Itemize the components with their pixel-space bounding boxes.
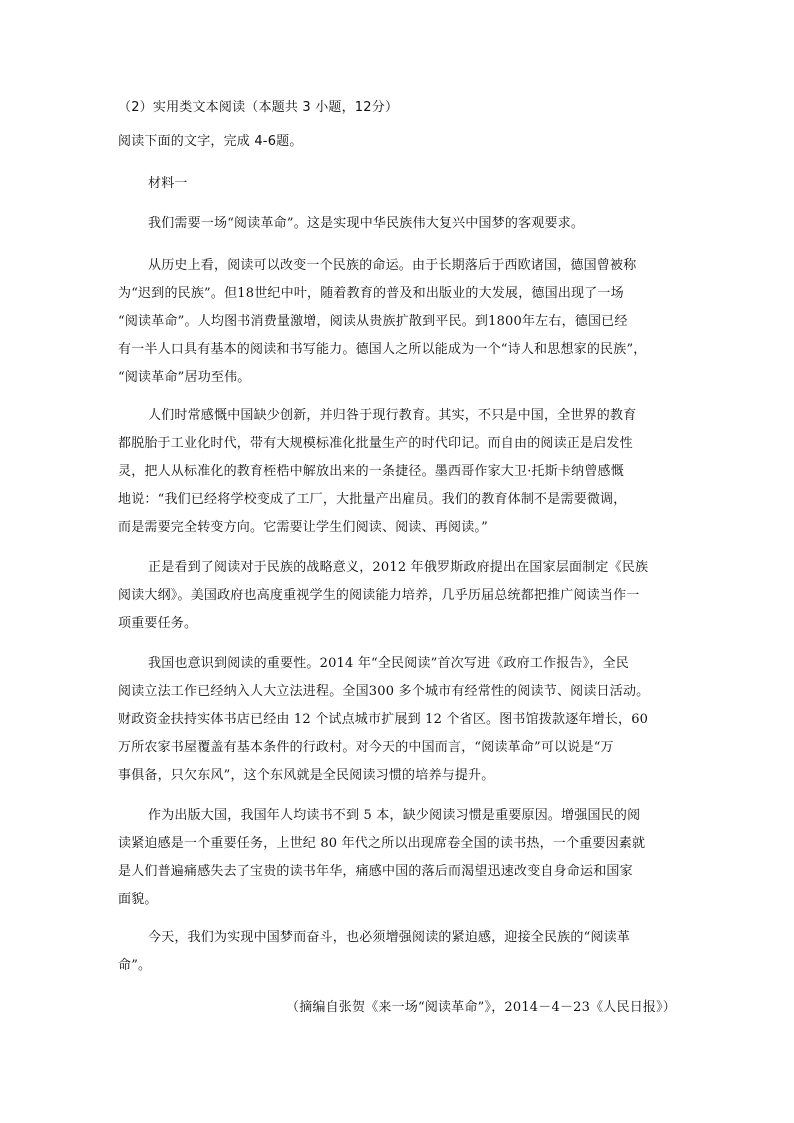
- paragraph-1-line-1: 我们需要一场“阅读革命”。这是实现中华民族伟大复兴中国梦的客观要求。: [148, 216, 585, 231]
- instruction-text: 阅读下面的文字，完成 4-6题。: [118, 134, 303, 149]
- paragraph-3-line-3: 灵，把人从标准化的教育桎梏中解放出来的一条捷径。墨西哥作家大卫·托斯卡纳曾感慨: [118, 464, 624, 479]
- paragraph-5-line-5: 事俱备，只欠东风”，这个东风就是全民阅读习惯的培养与提升。: [118, 768, 495, 783]
- source-citation: （摘编自张贺《来一场“阅读革命”》，2014－4－23《人民日报》）: [286, 1000, 676, 1015]
- paragraph-2-line-2: 为“迟到的民族”。但18世纪中叶，随着教育的普及和出版业的大发展，德国出现了一场: [118, 286, 624, 301]
- paragraph-6-line-1: 作为出版大国，我国年人均读书不到 5 本，缺少阅读习惯是重要原因。增强国民的阅: [148, 808, 641, 823]
- paragraph-2-line-5: “阅读革命”居功至伟。: [118, 370, 251, 385]
- paragraph-7-line-1: 今天，我们为实现中国梦而奋斗，也必须增强阅读的紧迫感，迎接全民族的“阅读革: [148, 930, 631, 945]
- paragraph-3-line-1: 人们时常感慨中国缺少创新，并归咎于现行教育。其实，不只是中国，全世界的教育: [148, 408, 637, 423]
- paragraph-6-line-3: 是人们普遍痛感失去了宝贵的读书年华，痛感中国的落后而渴望迅速改变自身命运和国家: [118, 864, 633, 879]
- paragraph-3-line-5: 而是需要完全转变方向。它需要让学生们阅读、阅读、再阅读。”: [118, 520, 488, 535]
- paragraph-5-line-3: 财政资金扶持实体书店已经由 12 个试点城市扩展到 12 个省区。图书馆拨款逐年增长，60: [118, 712, 649, 727]
- paragraph-5-line-2: 阅读立法工作已经纳入人大立法进程。全国300 多个城市有经常性的阅读节、阅读日活动。: [118, 684, 650, 699]
- paragraph-4-line-1: 正是看到了阅读对于民族的战略意义，2012 年俄罗斯政府提出在国家层面制定《民族: [148, 560, 649, 575]
- paragraph-5-line-1: 我国也意识到阅读的重要性。2014 年“全民阅读”首次写进《政府工作报告》，全民: [148, 656, 630, 671]
- paragraph-7-line-2: 命”。: [118, 958, 152, 973]
- paragraph-6-line-2: 读紧迫感是一个重要任务，上世纪 80 年代之所以出现席卷全国的读书热，一个重要因素就: [118, 836, 646, 851]
- paragraph-3-line-2: 都脱胎于工业化时代，带有大规模标准化批量生产的时代印记。而自由的阅读正是启发性: [118, 436, 633, 451]
- paragraph-6-line-4: 面貌。: [118, 892, 158, 907]
- material-label: 材料一: [148, 176, 188, 191]
- paragraph-2-line-4: 有一半人口具有基本的阅读和书写能力。德国人之所以能成为一个“诗人和思想家的民族”，: [118, 342, 647, 357]
- paragraph-2-line-3: “阅读革命”。人均图书消费量激增，阅读从贵族扩散到平民。到1800年左右，德国已经: [118, 314, 628, 329]
- paragraph-3-line-4: 地说：“我们已经将学校变成了工厂，大批量产出雇员。我们的教育体制不是需要微调，: [118, 492, 627, 507]
- section-heading: （2）实用类文本阅读（本题共 3 小题，12分）: [118, 100, 399, 115]
- paragraph-4-line-2: 阅读大纲》。美国政府也高度重视学生的阅读能力培养，几乎历届总统都把推广阅读当作一: [118, 588, 640, 603]
- paragraph-5-line-4: 万所农家书屋覆盖有基本条件的行政村。对今天的中国而言，“阅读革命”可以说是“万: [118, 740, 614, 755]
- paragraph-2-line-1: 从历史上看，阅读可以改变一个民族的命运。由于长期落后于西欧诸国，德国曾被称: [148, 258, 637, 273]
- paragraph-4-line-3: 项重要任务。: [118, 616, 198, 631]
